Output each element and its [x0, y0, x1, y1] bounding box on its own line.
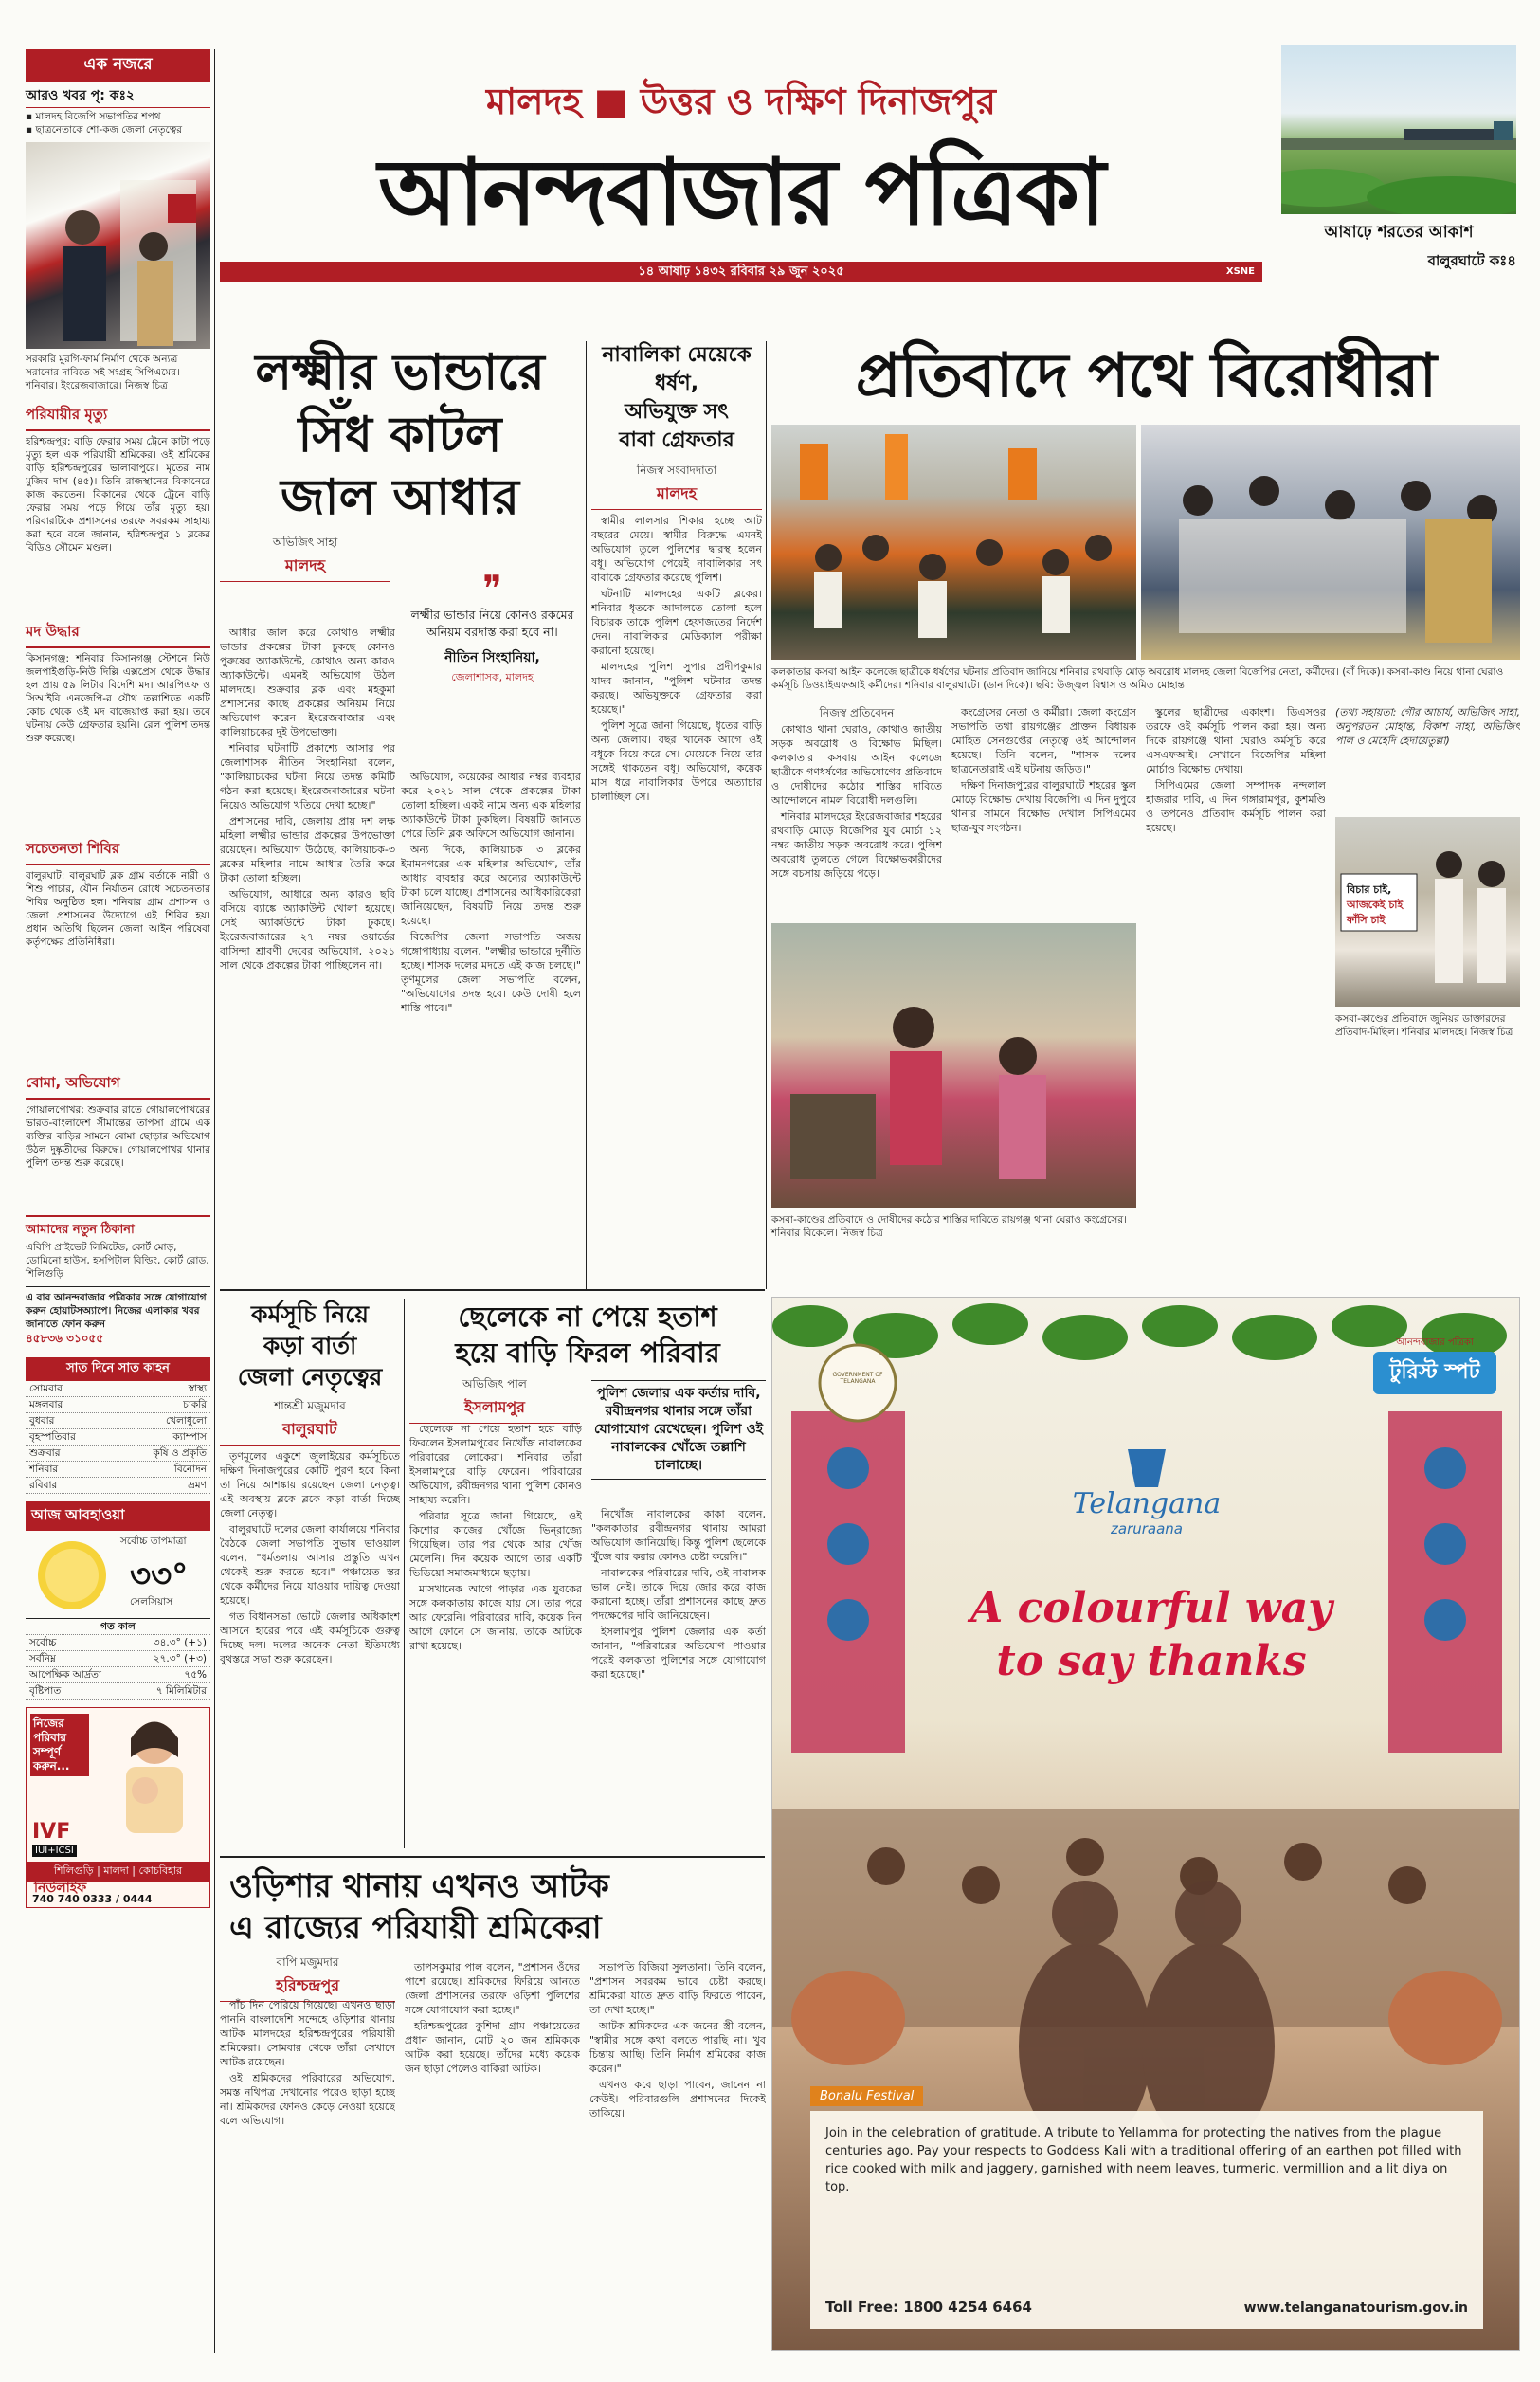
story-tmc-program: [220, 1299, 400, 1848]
paragraph: ইসলামপুর পুলিশ জেলার এক কর্তা জানান, "পরিবারের অভিযোগ পাওয়ার পরেই কলকাতা পুলিশের সঙ্গে যোগাযোগ করা হয়েছে।": [591, 1626, 766, 1681]
people-photo-icon: [26, 142, 210, 349]
paragraph: বিজেপির জেলা সভাপতি অজয় গঙ্গোপাধ্যায় বলেন, "লক্ষ্মীর ভান্ডারে দুর্নীতি হচ্ছে। শাসক দলের মদতে এই কাজ চলছে।" তৃণমূলের জেলা সভাপতি বলেন, "অভিযোগের তদন্ত হবে। কেউ দোষী হলে শাস্তি পাবে।": [401, 931, 581, 1014]
paragraph: নিখোঁজ নাবালকের কাকা বলেন, "কলকাতার রবীন্দ্রনগর থানায় আমরা অভিযোগ জানিয়েছি। কিন্তু পুলিশ ছেলেকে খুঁজে বার করার কোনও চেষ্টা করেনি।": [591, 1508, 766, 1563]
ad-url[interactable]: www.telanganatourism.gov.in: [1243, 2300, 1468, 2316]
placard-text: বিচার চাই,: [1347, 883, 1392, 896]
story2-byline: নিজস্ব সংবাদদাতা: [636, 464, 717, 477]
week-day: বুধবার: [29, 1415, 55, 1427]
congress-photo-caption: কসবা-কাণ্ডের প্রতিবাদে ও দোষীদের কঠোর শাস্তির দাবিতে রায়গঞ্জ থানা ঘেরাও কংগ্রেসের। শনিবার বিকেলে। নিজস্ব চিত্র: [771, 1214, 1127, 1239]
date-text: ১৪ আষাঢ় ১৪৩২ রবিবার ২৯ জুন ২০২৫: [638, 264, 844, 279]
ivf-phone[interactable]: 740 740 0333 / 0444: [32, 1893, 153, 1905]
temp-label: সর্বোচ্চ তাপমাত্রা: [120, 1536, 187, 1547]
contact-phone[interactable]: ৪৫৮৩৬ ৩১০৫৫: [26, 1332, 104, 1345]
paragraph: কংগ্রেসের নেতা ও কর্মীরা। জেলা কংগ্রেস সভাপতি তথা রায়গঞ্জের প্রাক্তন বিধায়ক মোহিত সেনগুপ্তের নেতৃত্বে ওই আন্দোলন হয়েছে। তিনি বলেন, "শাসক দলের ছাত্রনেতারাই এই ঘটনায় জড়িত।": [951, 706, 1136, 775]
story5-headline: [409, 1299, 766, 1371]
office-address: এবিপি প্রাইভেট লিমিটেড, কোর্ট মোড়, ডোমিনো হাউস, হসপিটাল বিল্ডিং, কোর্ট রোড, শিলিগুড়ি: [26, 1242, 209, 1280]
mother-child-icon: [102, 1710, 207, 1833]
story6-body2: [405, 1960, 580, 2344]
story-migrant-workers: [220, 1865, 766, 2349]
story4-byline: শান্তশ্রী মজুমদার: [274, 1399, 346, 1412]
weather-label: সর্বোচ্চ: [29, 1637, 57, 1648]
weather-row: [26, 1667, 210, 1683]
paragraph: নাবালকের পরিবারের দাবি, ওই নাবালক ভাল নেই। তাকে দিয়ে জোর করে কাজ করানো হচ্ছে। তাঁরা প্রশাসনের কাছে দ্রুত পদক্ষেপের দাবি জানিয়েছেন।: [591, 1567, 766, 1622]
protest-photo-right: [1141, 425, 1520, 660]
weather-row: [26, 1635, 210, 1651]
story1-dateline: মালদহ: [220, 554, 390, 582]
week-row: [26, 1397, 210, 1413]
week-row: [26, 1413, 210, 1429]
festival-tag: Bonalu Festival: [810, 2086, 923, 2106]
telangana-logo: [1038, 1449, 1256, 1537]
headline-line: অভিযুক্ত সৎ: [625, 400, 729, 424]
story5-dateline: ইসলামপুর: [409, 1395, 580, 1424]
left-news-text: বালুরঘাট: বালুরঘাট ব্লক গ্রাম বর্তাকে নারী ও শিশু পাচার, যৌন নির্যাতন রোধে সচেতনতার শিবির অনুষ্ঠিত হল। শনিবার গ্রাম প্রশাসন ও জেলা প্রশাসনের উদ্যোগে এই শিবির হয়। প্রধান অতিথি ছিলেন জেলা আইন পরিষেবা কর্তৃপক্ষের প্রতিনিধিরা।: [26, 870, 210, 948]
weather-box: [26, 1501, 210, 1700]
ad-headline-line: A colourful way: [970, 1584, 1332, 1632]
week-topic: বিনোদন: [173, 1464, 207, 1475]
paragraph: স্কুলের ছাত্রীদের একাংশ। ডিএসওর তরফে ওই কর্মসূচি পালন করা হয়। অন্য দিকে রায়গঞ্জে থানা ঘেরাও কর্মসূচি করে এসএফআই। সেখানে বিজেপির মহিলা মোর্চাও বিক্ষোভ দেখায়।: [1146, 706, 1326, 775]
weather-row: [26, 1683, 210, 1700]
headline-line: ছেলেকে না পেয়ে হতাশ: [458, 1300, 717, 1333]
story1-quote-by: নীতিন সিংহানিয়া,: [444, 650, 540, 665]
sun-icon: [29, 1533, 115, 1618]
contact-box: [26, 1286, 210, 1350]
week-title: সাত দিনে সাত কাহন: [26, 1357, 210, 1381]
brand-name: Telangana: [1072, 1487, 1222, 1520]
week-row: [26, 1429, 210, 1446]
story6-byline: বাপি মজুমদার: [276, 1955, 339, 1969]
week-row: [26, 1446, 210, 1462]
headline-line: নাবালিকা মেয়েকে ধর্ষণ,: [602, 343, 752, 395]
weather-label: গত কাল: [100, 1621, 136, 1632]
paragraph: স্বামীর লালসার শিকার হচ্ছে আট বছরের মেয়ে। স্বামীর বিরুদ্ধে এমনই অভিযোগ তুলে পুলিশের দ্বারস্থ হলেন বধূ। অভিযোগ পেয়েই নাবালিকার সৎ বাবাকে গ্রেফতার করেছে পুলিশ।: [591, 515, 762, 584]
story1-headline: [220, 341, 580, 529]
story4-body: [220, 1449, 400, 1838]
office-title: আমাদের নতুন ঠিকানা: [26, 1223, 135, 1237]
contact-text: এ বার আনন্দবাজার পত্রিকার সঙ্গে যোগাযোগ করুন হোয়াটসঅ্যাপে। নিজের এলাকার খবর জানাতে ফোন করুন: [26, 1292, 207, 1330]
tourist-tag: আনন্দবাজার পত্রিকা: [1396, 1337, 1474, 1348]
paragraph: হরিশ্চন্দ্রপুরের কুশিদা গ্রাম পঞ্চায়েতের প্রধান জানান, মোট ২০ জন শ্রমিককে আটক করা হয়েছে। তাঁদের মধ্যে কয়েক জন ছাড়া পেলেও বাকিরা আটক।: [405, 2020, 580, 2075]
left-news-item: [26, 836, 210, 1063]
ivf-label: IVF: [32, 1820, 71, 1844]
glance-bullet[interactable]: ▪ মালদহ বিজেপি সভাপতির শপথ: [26, 111, 161, 122]
story1-byline: অভিজিৎ সাহা: [272, 536, 338, 549]
ad-info-box: [810, 2111, 1483, 2329]
paragraph: মালদহের পুলিশ সুপার প্রদীপকুমার যাদব জানান, "পুলিশ ঘটনার তদন্ত করছে। অভিযুক্তকে গ্রেফতার করা হয়েছে।": [591, 661, 762, 716]
office-box: [26, 1215, 210, 1281]
paragraph: অভিযোগ, আধারে অন্য কারও ছবি বসিয়ে ব্যাঙ্কে অ্যাকাউন্ট খোলা হয়েছে। সেই অ্যাকাউন্টে টাকা ঢুকছে। ইংরেজবাজারের ২৭ নম্বর ওয়ার্ডের বাসিন্দা শ্রাবণী দেবের অভিযোগ, ২০২১ সাল থেকে প্রকল্পের টাকা পাচ্ছিলেন না।: [220, 888, 395, 972]
headline-line: এ রাজ্যের পরিযায়ী শ্রমিকেরা: [229, 1909, 602, 1947]
story1-quote: লক্ষ্মীর ভান্ডার নিয়ে কোনও রকমের অনিয়ম বরদাস্ত করা হবে না।: [410, 608, 574, 639]
glance-bullet-text: ছাত্রনেতাকে শো-কজ জেলা নেতৃত্বের: [35, 124, 183, 136]
weather-display: [26, 1531, 210, 1618]
edition-code: XSNE: [1225, 266, 1255, 277]
paragraph: পরিবার সূত্রে জানা গিয়েছে, ওই কিশোর কাজের খোঁজে ভিন্‌রাজ্যে গিয়েছিল। তার পর থেকে আর খোঁজ মেলেনি। দিন কয়েক আগে তার একটি ভিডিয়ো সমাজমাধ্যমে ছড়ায়।: [409, 1510, 582, 1579]
paragraph: সিপিএমের জেলা সম্পাদক নন্দলাল হাজরার দাবি, এ দিন গঙ্গারামপুর, কুশমণ্ডি ও তপনেও প্রতিবাদ কর্মসূচি পালন করা হয়েছে।: [1146, 779, 1326, 834]
story-missing-boy: [409, 1299, 766, 1848]
crowd-icon: [771, 425, 1136, 660]
story3-body: [771, 722, 942, 912]
doctors-photo-caption: কসবা-কাণ্ডের প্রতিবাদে জুনিয়র ডাক্তারদের প্রতিবাদ-মিছিল। শনিবার মালদহে। নিজস্ব চিত্র: [1335, 1013, 1513, 1038]
story3-headline: প্রতিবাদে পথে বিরোধীরা: [855, 340, 1437, 411]
story2-dateline: মালদহ: [591, 482, 762, 510]
paragraph: বালুরঘাটে দলের জেলা কার্যালয়ে শনিবার বৈঠকে জেলা সভাপতি সুভাষ ভাওয়াল বলেন, "ধর্মতলায় আসার প্রস্তুতি এখন থেকেই শুরু করতে হবে।" পঞ্চায়েত স্তর থেকে কর্মীদের নিয়ে যাওয়ার দায়িত্ব দেওয়া হয়েছে।: [220, 1523, 400, 1607]
weather-title: আজ আবহাওয়া: [26, 1501, 210, 1531]
headline-line: কর্মসূচি নিয়ে: [250, 1300, 370, 1328]
ad-body: Join in the celebration of gratitude. A tribute to Yellamma for protecting the natives from the plague centuries ago. Pay your respects to Goddess Kali with a traditional offering of an earthen pot filled with rice cooked with milk and jaggery, garnished with neem leaves, turmeric, vermillion and a lit diya on top.: [825, 2126, 1462, 2194]
story1-body: [220, 626, 395, 1047]
paragraph: এখনও কবে ছাড়া পাবেন, জানেন না কেউই। পরিবারগুলি প্রশাসনের দিকেই তাকিয়ে।: [589, 2079, 766, 2119]
story2-headline: [591, 341, 762, 455]
section-divider: [220, 1856, 765, 1858]
week-list: [26, 1381, 210, 1494]
story3-body2: [951, 705, 1136, 912]
paragraph: শনিবার মালদহের ইংরেজবাজার শহরের রথবাড়ি মোড়ে বিজেপির যুব মোর্চা ১২ নম্বর জাতীয় সড়ক অবরোধ করে। পুলিশ অবরোধ তুলতে গেলে বিক্ষোভকারীদের সঙ্গে বচসায় জড়িয়ে পড়ে।: [771, 810, 942, 880]
story1-continuation: [401, 770, 581, 1272]
placard-photo: [1335, 817, 1520, 1007]
story3-side-credit: (তথ্য সহায়তা: গৌর আচার্য, অভিজিৎ সাহা, অনুপরতন মোহান্ত, বিকাশ সাহা, অভিজিৎ পাল ও মেহেদি হেদায়েতুল্লা): [1335, 706, 1520, 747]
paragraph: ওই শ্রমিকদের পরিবারের অভিযোগ, সমস্ত নথিপত্র দেখানোর পরেও ছাড়া হচ্ছে না। শ্রমিকদের ফোনও কেড়ে নেওয়া হয়েছে বলে অভিযোগ।: [220, 2072, 395, 2127]
week-row: [26, 1478, 210, 1494]
story6-body3: [589, 1960, 766, 2344]
story5-byline: অভিজিৎ পাল: [462, 1377, 527, 1391]
story-minor-assault: [591, 341, 762, 1280]
left-news-item: [26, 619, 210, 828]
week-row: [26, 1381, 210, 1397]
paragraph: তৃণমূলের একুশে জুলাইয়ের কর্মসূচিতে দক্ষিণ দিনাজপুরের কোটি পুরণ হবে কিনা তা নিয়ে আশঙ্কায় রয়েছেন জেলা নেতৃত্ব। এই অবস্থায় ব্লকে ব্লকে কড়া বার্তা দিচ্ছে জেলা নেতৃত্ব।: [220, 1450, 400, 1519]
story1-quote-box: [405, 568, 580, 687]
week-topic: খেলাধুলো: [166, 1415, 207, 1427]
paragraph: কোথাও থানা ঘেরাও, কোথাও জাতীয় সড়ক অবরোধ ও বিক্ষোভ মিছিল। কলকাতার কসবায় আইন কলেজে ছাত্রীকে গণধর্ষণের অভিযোগের প্রতিবাদে ও দোষীদের কঠোর শাস্তির দাবিতে আন্দোলনে নামল বিরোধী দলগুলি।: [771, 723, 942, 807]
weather-value: ৭ মিলিমিটার: [155, 1685, 207, 1697]
tourist-spot-badge: [1373, 1336, 1496, 1394]
paragraph: পাঁচ দিন পেরিয়ে গিয়েছে। এখনও ছাড়া পাননি বাংলাদেশি সন্দেহে ওড়িশার থানায় আটক মালদহের হরিশ্চন্দ্রপুরের পরিযায়ী শ্রমিকেরা। সোমবার থেকে তাঁরা সেখানে আটক রয়েছেন।: [220, 1999, 395, 2068]
protest-photo-left: [771, 425, 1136, 660]
left-news-text: হরিশ্চন্দ্রপুর: বাড়ি ফেরার সময় ট্রেনে কাটা পড়ে মৃত্যু হল এক পরিযায়ী শ্রমিকের। ওই শ্রমিকের বাড়ি হরিশ্চন্দ্রপুরের ভালাবাপুরে। মৃতের নাম মুজিব দাস (৪৫)। তিনি রাজস্থানের বিকানেরে কাজ করতেন। বিকানের থেকে ট্রেনে বাড়ি ফেরার সময় পড়ে গিয়ে তাঁর মৃত্যু হয়। পরিবারটিকে প্রশাসনের তরফে সবরকম সাহায্য করা হবে বলে জানান, হরিশ্চন্দ্রপুর ১ ব্লকের বিডিও সৌমেন মণ্ডল।: [26, 436, 210, 554]
paper-name: আনন্দবাজার পত্রিকা: [378, 138, 1104, 245]
top-right-sub: বালুরঘাটে কঃ৪: [1427, 252, 1516, 269]
column-divider: [766, 341, 767, 1289]
week-day: মঙ্গলবার: [29, 1399, 63, 1410]
glance-header: এক নজরে: [26, 49, 210, 82]
story6-body: [220, 1998, 395, 2344]
paragraph: আটক শ্রমিকদের এক জনের স্ত্রী বলেন, "স্বামীর সঙ্গে কথা বলতে পারছি না। খুব চিন্তায় আছি। তিনি নির্মাণ শ্রমিকের কাজ করেন।": [589, 2020, 766, 2075]
week-topic: চাকরি: [183, 1399, 207, 1410]
police-crowd-icon: [1141, 425, 1520, 660]
story3-byline: নিজস্ব প্রতিবেদন: [819, 706, 895, 719]
paragraph: প্রশাসনের দাবি, জেলায় প্রায় দশ লক্ষ মহিলা লক্ষ্মীর ভান্ডার প্রকল্পের উপভোক্তা রয়েছেন। অভিযোগ উঠেছে, কালিয়াচক-৩ ব্লকের মহিলার নামে আধার তৈরি করে টাকা তোলা হচ্ছিল।: [220, 815, 395, 884]
paragraph: মাসখানেক আগে পাড়ার এক যুবকের সঙ্গে কলকাতায় কাজে যায় সে। তার পরে আর ফেরেনি। পরিবারের দাবি, কয়েক দিন আগে ফোনে সে জানায়, তাকে আটকে রাখা হয়েছে।: [409, 1583, 582, 1652]
story1-quote-role: জেলাশাসক, মালদহ: [451, 671, 534, 683]
weather-label: আপেক্ষিক আর্দ্রতা: [29, 1669, 101, 1681]
paragraph: অভিযোগ, কয়েকের আধার নম্বর ব্যবহার করে ২০২১ সাল থেকে প্রকল্পের টাকা তোলা হচ্ছিল। একই নামে অন্য এক মহিলার অ্যাকাউন্টে টাকা ঢুকছিল। বিষয়টি জানতে পেরে তিনি ব্লক অফিসে অভিযোগ জানান।: [401, 771, 581, 840]
weather-value: ৩৪.৩° (+১): [153, 1637, 207, 1648]
masthead: [220, 49, 1262, 334]
left-news-text: গোয়ালপোখর: শুক্রবার রাতে গোয়ালপোখরের ভারত-বাংলাদেশ সীমান্তের তাপসা গ্রামে এক ব্যক্তির বাড়ির সামনে বোমা ছোড়ার অভিযোগ উঠল দুষ্কৃতীদের বিরুদ্ধে। গোয়ালপোখর থানার পুলিশ তদন্ত শুরু করেছে।: [26, 1104, 210, 1169]
week-day: সোমবার: [29, 1383, 63, 1394]
story6-dateline: হরিশ্চন্দ্রপুর: [220, 1973, 395, 2002]
glance-bullet-text: মালদহ বিজেপি সভাপতির শপথ: [35, 111, 161, 122]
more-news[interactable]: আরও খবর পৃ: কঃ২: [26, 84, 210, 108]
week-row: [26, 1462, 210, 1478]
left-news-title: বোমা, অভিযোগ: [26, 1070, 210, 1100]
week-day: বৃহস্পতিবার: [29, 1431, 76, 1443]
weather-label: সর্বনিম্ন: [29, 1653, 56, 1664]
ivf-brand: নিউলাইফ: [34, 1881, 87, 1896]
paragraph: অন্য দিকে, কালিয়াচক ৩ ব্লকের ইমামনগরের এক মহিলার অভিযোগ, তাঁর আধার ব্যবহার করে অন্যের অ্যাকাউন্টে টাকা চলে যাচ্ছে। প্রশাসনের আধিকারিকেরা জানিয়েছেন, বিষয়টি নিয়ে তদন্ত শুরু হয়েছে।: [401, 844, 581, 927]
story3-body3: [1146, 705, 1326, 912]
weather-value: ২৭.৩° (+৩): [153, 1653, 207, 1664]
ad-headline: [915, 1582, 1388, 1688]
weather-rows: [26, 1618, 210, 1700]
quote-icon: ❞: [482, 568, 502, 609]
left-photo: [26, 142, 210, 349]
weather-row: [26, 1619, 210, 1635]
weather-value: ৭৫%: [184, 1669, 207, 1681]
tourist-label: টুরিস্ট স্পট: [1373, 1352, 1496, 1394]
left-news-title: মদ উদ্ধার: [26, 619, 210, 648]
left-news-text: কিসানগঞ্জ: শনিবার কিসানগঞ্জ স্টেশনে নিউ জলপাইগুড়ি-নিউ দিল্লি এক্সপ্রেস থেকে উদ্ধার হল প্রায় ৫৯ লিটার বিদেশি মদ। আরপিএফ ও সিআইবি এনজেপি-র যৌথ তল্লাশিতে একটি কোচ থেকে ওই মদ বাজেয়াপ্ত করা হয়। তবে ঘটনায় কেউ গ্রেফতার হয়নি। রেল পুলিশ তদন্ত শুরু করেছে।: [26, 653, 210, 744]
column-divider: [404, 1299, 405, 1848]
week-day: শনিবার: [29, 1464, 59, 1475]
paragraph: গত বিধানসভা ভোটে জেলার অধিকাংশ আসনে হারের পরে এই কর্মসূচিকে গুরুত্ব দিচ্ছে দল। দলের অনেক নেতা ইতিমধ্যে বুথস্তরে সভা শুরু করেছেন।: [220, 1610, 400, 1665]
paragraph: সভাপতি রিজিয়া সুলতানা। তিনি বলেন, "প্রশাসন সবরকম ভাবে চেষ্টা করছে। শ্রমিকেরা যাতে দ্রুত বাড়ি ফিরতে পারেন, তা দেখা হচ্ছে।": [589, 1961, 766, 2016]
headline-line: বাবা গ্রেফতার: [619, 428, 734, 452]
ivf-ad-headline: নিজের পরিবার সম্পূর্ণ করুন...: [30, 1714, 89, 1776]
paragraph: পুলিশ সূত্রে জানা গিয়েছে, ধৃতের বাড়ি অন্য জেলায়। বছর খানেক আগে ওই বধূকে বিয়ে করে সে। মেয়েকে নিয়ে তার সঙ্গেই থাকতেন বধূ। অভিযোগ, কয়েক মাস ধরে নাবালিকার উপরে অত্যাচার চালাচ্ছিল সে।: [591, 719, 762, 803]
left-news-title: সচেতনতা শিবির: [26, 836, 210, 865]
story3-caption: কলকাতার কসবা আইন কলেজে ছাত্রীকে ধর্ষণের ঘটনার প্রতিবাদ জানিয়ে শনিবার রথবাড়ি মোড় অবরোধ মালদহ জেলা বিজেপির নেতা, কর্মীদের। (বাঁ দিকে)। কসবা-কাণ্ড নিয়ে থানা ঘেরাও কর্মসূচি ডিওয়াইএফআই কর্মীদের। শনিবার বালুরঘাটে। (ডান দিকে)। ছবি: উজ্জ্বল বিশ্বাস ও অমিত মোহান্ত: [771, 666, 1504, 691]
story4-headline: [220, 1299, 400, 1392]
story5-body2: [591, 1507, 766, 1848]
column-divider: [586, 341, 587, 1289]
placard-text: ফাঁসি চাই: [1347, 914, 1386, 926]
left-photo-caption: সরকারি মুরগি-ফার্ম নির্মাণ থেকে অন্যত্র সরানোর দাবিতে সই সংগ্রহ সিপিএমের। শনিবার। ইংরেজবাজারে। নিজস্ব চিত্র: [26, 354, 180, 391]
telangana-ad[interactable]: [771, 1297, 1520, 2351]
paragraph: শনিবার ঘটনাটি প্রকাশ্যে আসার পর জেলাশাসক নীতিন সিংহানিয়া বলেন, "কালিয়াচকের ঘটনা নিয়ে তদন্ত কমিটি গঠন করা হয়েছে। ইংরেজবাজারের ঘটনা নিয়েও অভিযোগ খতিয়ে দেখা হচ্ছে।": [220, 742, 395, 811]
story4-dateline: বালুরঘাট: [220, 1417, 400, 1446]
week-day: রবিবার: [29, 1480, 58, 1491]
week-topic: ক্যাম্পাস: [172, 1431, 207, 1443]
logo-mark-icon: [1128, 1449, 1166, 1487]
sky-photo: [1281, 45, 1516, 214]
paragraph: তাপসকুমার পাল বলেন, "প্রশাসন ওঁদের পাশে রয়েছে। শ্রমিকদের ফিরিয়ে আনতে জেলা প্রশাসনের তরফে ওড়িশা পুলিশের সঙ্গে যোগাযোগ করা হচ্ছে।": [405, 1961, 580, 2016]
section-divider: [220, 1289, 765, 1291]
placard-text: আজকেই চাই: [1347, 899, 1404, 911]
temp-unit: সেলসিয়াস: [130, 1596, 173, 1608]
ivf-cities: শিলিগুড়ি | মালদা | কোচবিহার: [27, 1862, 209, 1882]
left-news-item: [26, 402, 210, 611]
ivf-ad[interactable]: [26, 1707, 210, 1908]
story2-body: [591, 514, 762, 1263]
ad-tollfree[interactable]: Toll Free: 1800 4254 6464: [825, 2299, 1032, 2316]
edition-line: মালদহ ■ উত্তর ও দক্ষিণ দিনাজপুর: [486, 81, 996, 122]
ad-headline-line: to say thanks: [996, 1637, 1307, 1685]
column-divider: [214, 49, 215, 2353]
story5-body: [409, 1422, 582, 1848]
paragraph: ঘটনাটি মালদহের একটি ব্লকের। শনিবার ধৃতকে আদালতে তোলা হলে বিচারক তাকে পুলিশ হেফাজতের নির্দেশ দেন। নাবালিকার মেডিক্যাল পরীক্ষা করানো হয়েছে।: [591, 588, 762, 657]
congress-protest-photo: [771, 923, 1136, 1208]
headline-line: কড়া বার্তা: [263, 1332, 357, 1359]
story6-headline: [220, 1865, 766, 1949]
temp-value: ৩৩°: [130, 1557, 189, 1595]
woman-speaking-icon: [771, 923, 1136, 1208]
landscape-icon: [1281, 45, 1516, 214]
headline-line: জেলা নেতৃত্বের: [237, 1363, 383, 1391]
left-sidebar: [26, 49, 210, 2353]
top-right-caption: আষাঢ়ে শরতের আকাশ: [1324, 223, 1474, 242]
story5-pullquote: পুলিশ জেলার এক কর্তার দাবি, রবীন্দ্রনগর থানার সঙ্গে তাঁরা যোগাযোগ রেখেছেন। পুলিশ ওই নাবালকের খোঁজে তল্লাশি চালাচ্ছে।: [591, 1380, 766, 1480]
weather-row: [26, 1651, 210, 1667]
doctors-march-photo: [1335, 817, 1520, 1007]
week-topic: ভ্রমণ: [188, 1480, 207, 1491]
headline-line: জাল আধার: [281, 468, 519, 526]
headline-line: হয়ে বাড়ি ফিরল পরিবার: [455, 1336, 720, 1369]
left-news-title: পরিযায়ীর মৃত্যু: [26, 402, 210, 431]
headline-line: সিঁধ কাটল: [298, 406, 502, 464]
paragraph: আধার জাল করে কোথাও লক্ষ্মীর ভান্ডার প্রকল্পের টাকা চুকছে কোনও পুরুষের অ্যাকাউন্টে, কোথাও অন্য কারও অ্যাকাউন্টে। এমনই অভিযোগ উঠল মালদহে। শুক্রবার ব্লক এবং মহকুমা প্রশাসনের কাছে প্রকল্পের অনিয়ম নিয়ে অভিযোগ করেন ইংরেজবাজার এবং কালিয়াচকের দুই উপভোক্তা।: [220, 627, 395, 738]
left-news-item: [26, 1070, 210, 1208]
brand-tagline: zaruraana: [1111, 1520, 1183, 1537]
glance-bullet[interactable]: ▪ ছাত্রনেতাকে শো-কজ জেলা নেতৃত্বের: [26, 124, 183, 136]
story-protest: [771, 334, 1520, 1286]
week-day: শুক্রবার: [29, 1447, 61, 1459]
date-bar: [220, 262, 1262, 282]
week-topic: কৃষি ও প্রকৃতি: [153, 1447, 207, 1459]
ivf-sub: IUI+ICSI: [32, 1845, 77, 1857]
week-box: [26, 1357, 210, 1494]
paragraph: ছেলেকে না পেয়ে হতাশ হয়ে বাড়ি ফিরলেন ইসলামপুরের নিখোঁজ নাবালকের পরিবারের লোকেরা। শনিবার তাঁরা ইসলামপুরে বাড়ি ফেরেন। পরিবারের অভিযোগ, রবীন্দ্রনগর থানা পুলিশ কোনও সাহায্য করেনি।: [409, 1423, 582, 1506]
paragraph: দক্ষিণ দিনাজপুরের বালুরঘাটে শহরের স্কুল মোড়ে বিক্ষোভ দেখায় বিজেপি। এ দিন দুপুরে থানার সামনে বিক্ষোভ দেখাল সিপিএমের ছাত্র-যুব সংগঠন।: [951, 779, 1136, 834]
weather-label: বৃষ্টিপাত: [29, 1685, 62, 1697]
ad-seal-text: GOVERNMENT OF TELANGANA: [832, 1372, 883, 1385]
week-topic: স্বাস্থ্য: [188, 1383, 207, 1394]
headline-line: ওড়িশার থানায় এখনও আটক: [229, 1867, 609, 1905]
top-right-feature[interactable]: [1281, 45, 1516, 306]
headline-line: লক্ষ্মীর ভান্ডারে: [255, 343, 545, 401]
